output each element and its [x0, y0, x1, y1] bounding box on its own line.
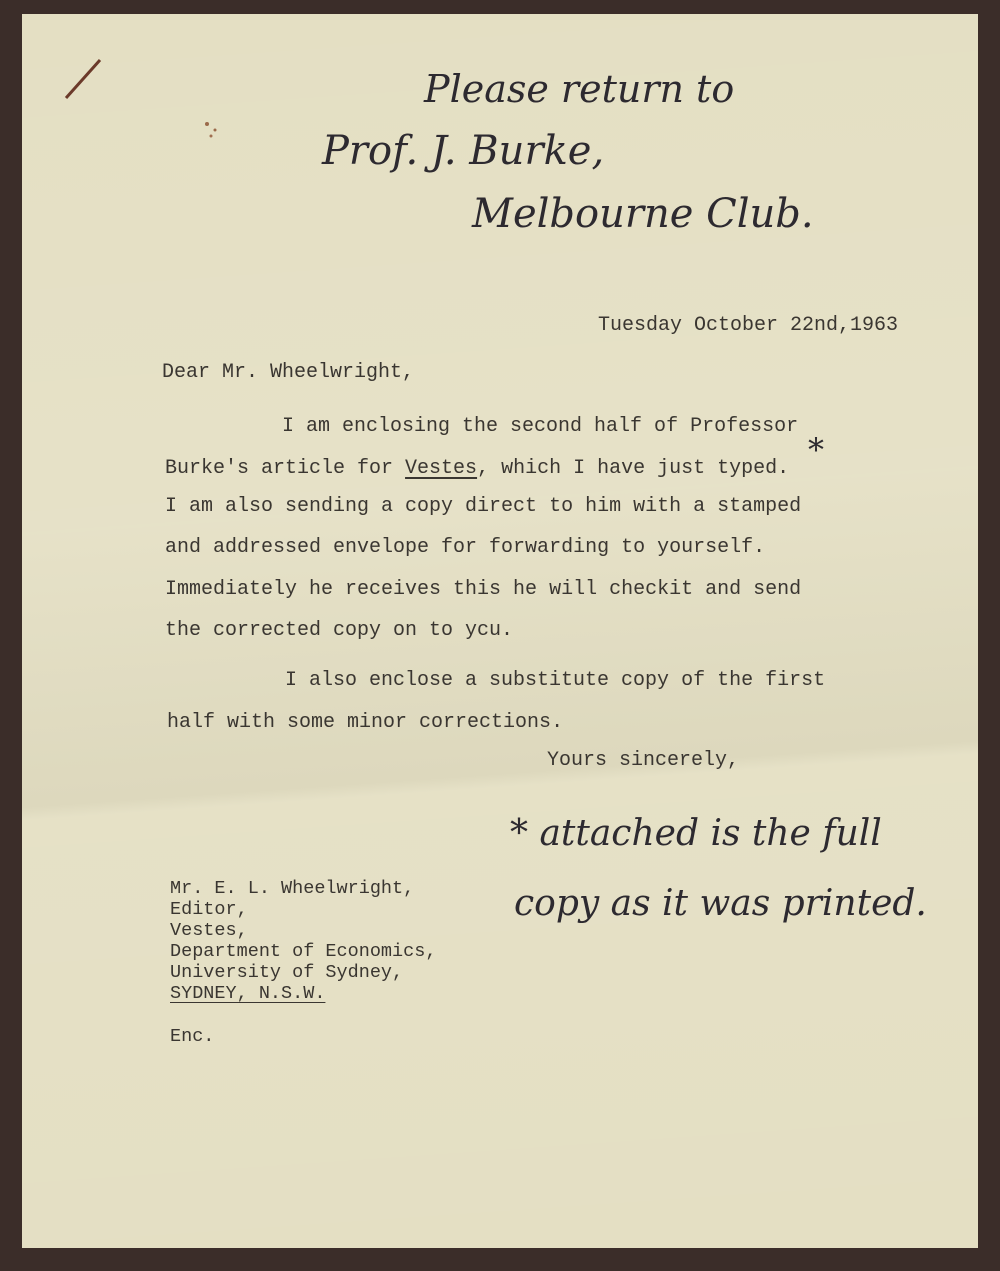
- paragraph1-line5: Immediately he receives this he will checkit and send: [165, 578, 802, 601]
- handwritten-note-line-1: * attached is the full: [510, 813, 882, 854]
- paragraph2-line1: I also enclose a substitute copy of the first: [285, 669, 826, 692]
- salutation: Dear Mr. Wheelwright,: [162, 361, 415, 384]
- handwritten-note-line-2: copy as it was printed.: [514, 883, 927, 924]
- letter-date: Tuesday October 22nd,1963: [598, 314, 899, 337]
- paragraph1-line6: the corrected copy on to ycu.: [165, 619, 514, 642]
- address-line-5: University of Sydney,: [170, 962, 404, 983]
- pin-mark-icon: [60, 54, 110, 104]
- address-line-2: Editor,: [170, 899, 248, 920]
- asterisk-mark: *: [808, 431, 824, 469]
- address-line-4: Department of Economics,: [170, 941, 437, 962]
- address-line-6: SYDNEY, N.S.W.: [170, 983, 326, 1004]
- stain-mark: [197, 114, 227, 144]
- handwritten-return-line-1: Please return to: [424, 67, 735, 111]
- letter-page: [22, 14, 978, 1248]
- paragraph1-line3: I am also sending a copy direct to him with a stamped: [165, 495, 802, 518]
- publication-title: Vestes: [405, 457, 478, 480]
- handwritten-return-line-3: Melbourne Club.: [472, 191, 814, 237]
- paragraph1-line4: and addressed envelope for forwarding to yourself.: [165, 536, 766, 559]
- text: Burke's article for: [165, 457, 406, 480]
- address-line-3: Vestes,: [170, 920, 248, 941]
- enclosure-note: Enc.: [170, 1026, 215, 1047]
- closing: Yours sincerely,: [547, 749, 740, 772]
- paragraph1-line1: I am enclosing the second half of Professor: [282, 415, 799, 438]
- handwritten-return-line-2: Prof. J. Burke,: [322, 128, 605, 174]
- address-line-1: Mr. E. L. Wheelwright,: [170, 878, 415, 899]
- paragraph2-line2: half with some minor corrections.: [167, 711, 564, 734]
- text: , which I have just typed.: [477, 457, 790, 480]
- paragraph1-line2: [165, 457, 789, 481]
